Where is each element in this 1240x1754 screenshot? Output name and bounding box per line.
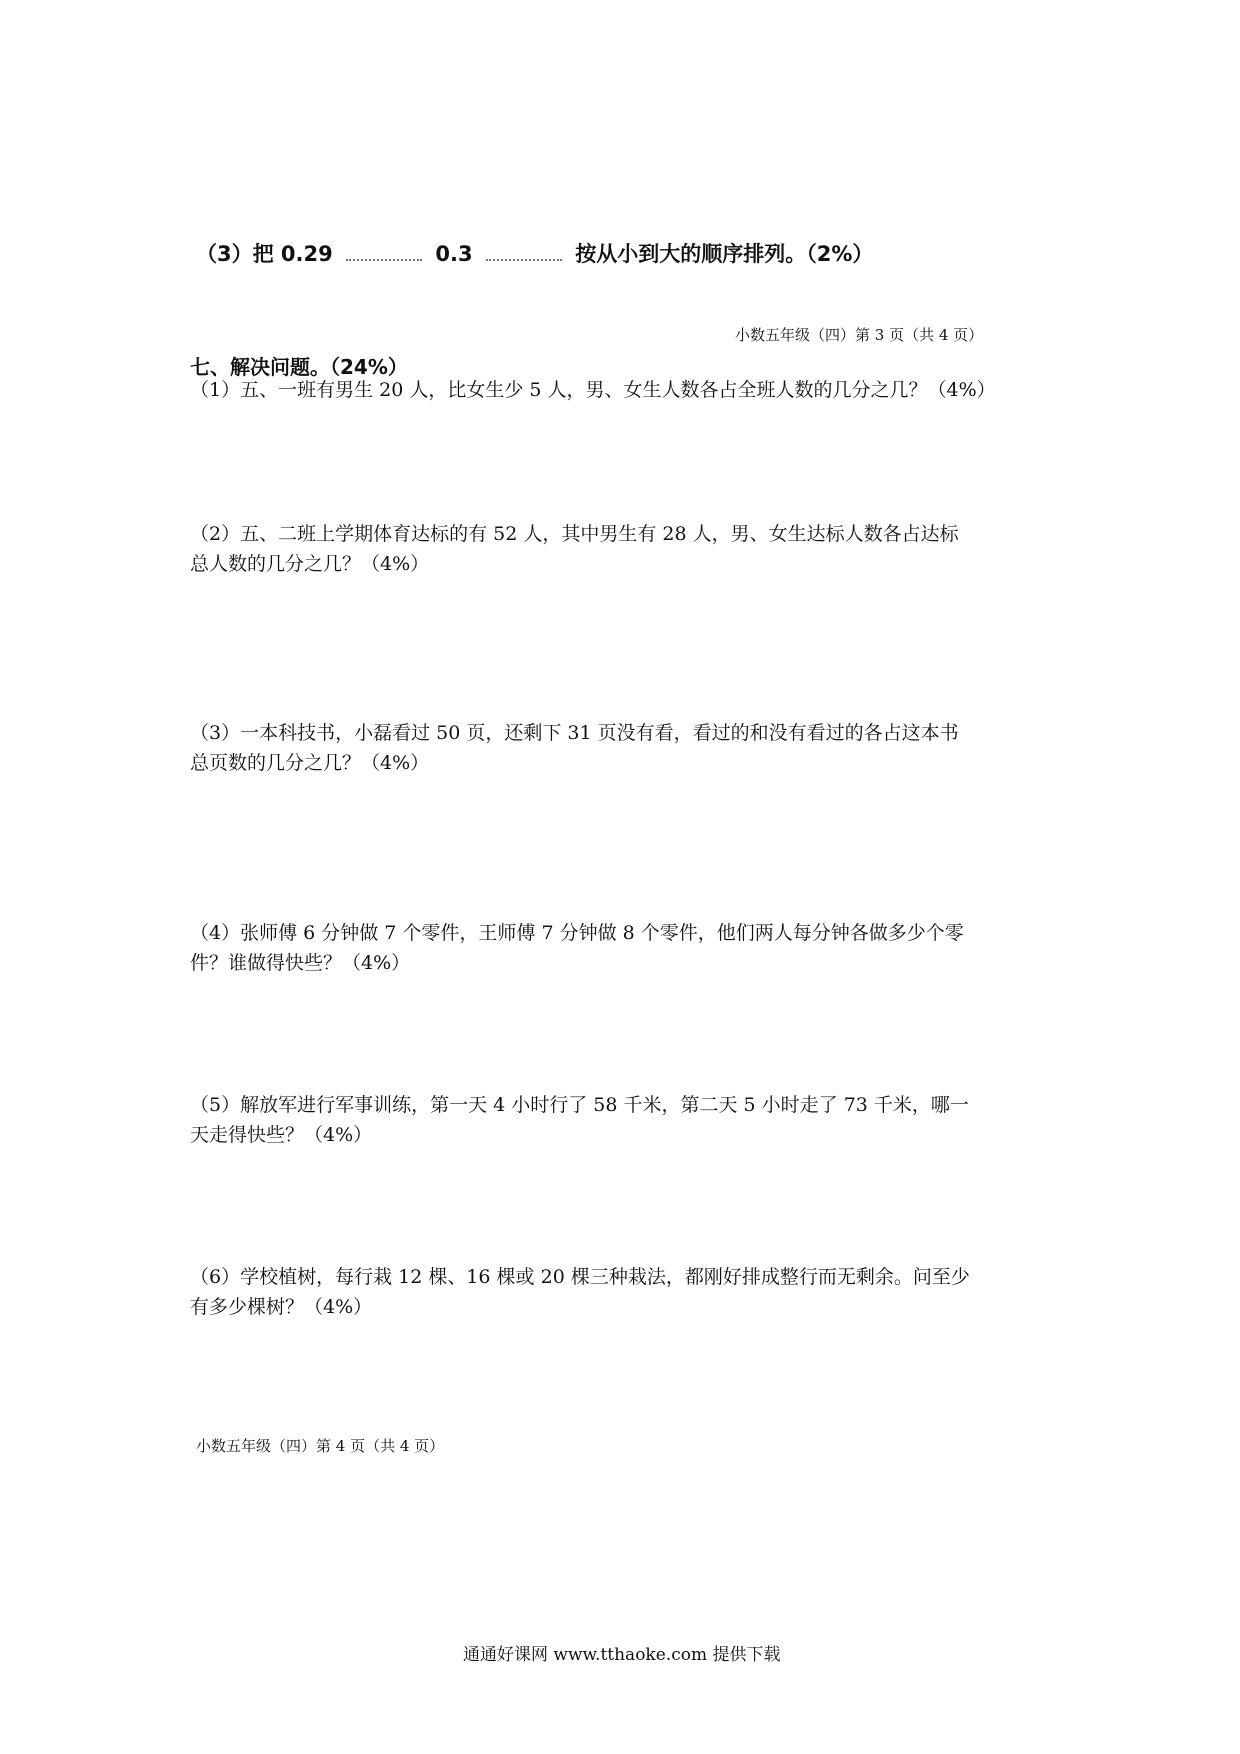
prev-question-3 [196, 238, 873, 268]
question-3 [190, 718, 959, 778]
question-4 [190, 918, 964, 978]
question-2-line2: 总人数的几分之几？（4%） [190, 553, 430, 575]
question-1 [190, 375, 996, 405]
question-4-line1: （4）张师傅 6 分钟做 7 个零件，王师傅 7 分钟做 8 个零件，他们两人每分钟各做多少个零 [190, 922, 964, 944]
prev-question-prefix: （3）把 0.29 [196, 242, 333, 266]
page3-footer: 小数五年级（四）第 3 页（共 4 页） [735, 326, 984, 344]
question-4-line2: 件？谁做得快些？（4%） [190, 952, 411, 974]
question-6-line2: 有多少棵树？（4%） [190, 1296, 373, 1318]
dotted-blank [346, 253, 422, 261]
question-6 [190, 1262, 970, 1322]
question-1-line1: （1）五、一班有男生 20 人，比女生少 5 人，男、女生人数各占全班人数的几分之几？（4%） [190, 379, 996, 401]
question-2-line1: （2）五、二班上学期体育达标的有 52 人，其中男生有 28 人，男、女生达标人数各占达标 [190, 523, 959, 545]
question-3-line1: （3）一本科技书，小磊看过 50 页，还剩下 31 页没有看，看过的和没有看过的各占这本书 [190, 722, 959, 744]
prev-question-suffix: 按从小到大的顺序排列。（2%） [575, 242, 874, 266]
question-5 [190, 1090, 969, 1150]
dotted-blank [486, 253, 562, 261]
question-6-line1: （6）学校植树，每行栽 12 棵、16 棵或 20 棵三种栽法，都刚好排成整行而无剩余。问至少 [190, 1266, 970, 1288]
question-2 [190, 519, 959, 579]
prev-question-item2: 0.3 [435, 242, 473, 266]
question-5-line2: 天走得快些？（4%） [190, 1124, 373, 1146]
question-5-line1: （5）解放军进行军事训练，第一天 4 小时行了 58 千米，第二天 5 小时走了 73 千米，哪一 [190, 1094, 969, 1116]
site-footer: 通通好课网 www.tthaoke.com 提供下载 [463, 1645, 781, 1665]
page4-footer: 小数五年级（四）第 4 页（共 4 页） [196, 1437, 445, 1455]
question-3-line2: 总页数的几分之几？（4%） [190, 752, 430, 774]
section-title: 七、解决问题。（24%） [190, 355, 408, 379]
